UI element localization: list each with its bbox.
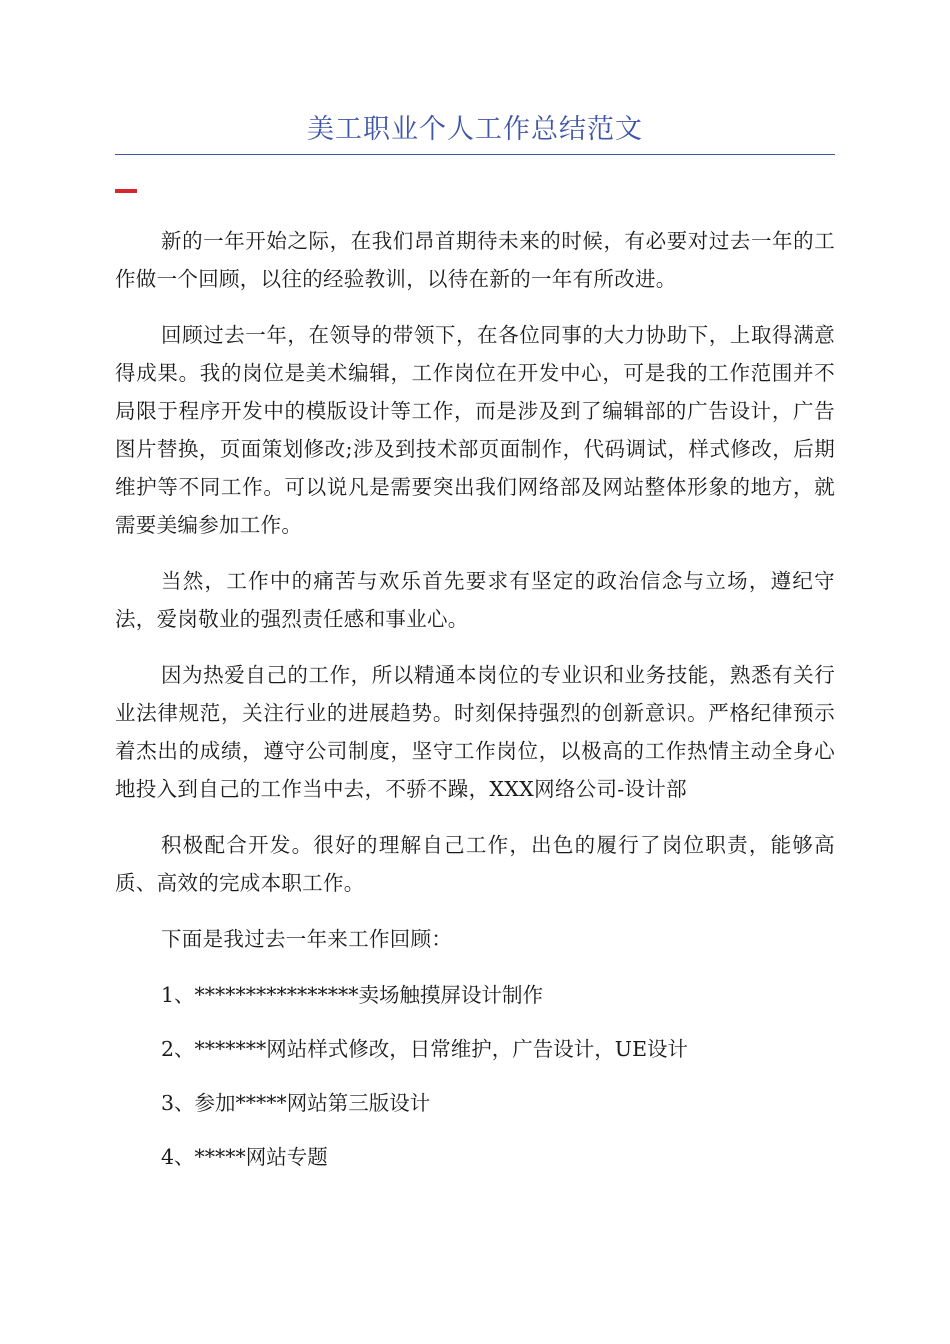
document-body [115, 222, 835, 1192]
paragraph-attitude: 当然，工作中的痛苦与欢乐首先要求有坚定的政治信念与立场，遵纪守法，爱岗敬业的强烈责任感和事业心。 [115, 569, 835, 631]
paragraph-list-intro: 下面是我过去一年来工作回顾： [161, 927, 453, 951]
title-divider [115, 154, 835, 155]
list-item: 4、*****网站专题 [161, 1145, 328, 1169]
list-item: 3、参加*****网站第三版设计 [161, 1091, 431, 1115]
list-item: 2、*******网站样式修改，日常维护，广告设计，UE设计 [161, 1037, 689, 1061]
document-title: 美工职业个人工作总结范文 [307, 114, 643, 145]
paragraph-review: 回顾过去一年，在领导的带领下，在各位同事的大力协助下，上取得满意得成果。我的岗位是美术编辑，工作岗位在开发中心，可是我的工作范围并不局限于程序开发中的模版设计等工作，而是涉及到了编辑部的广告设计，广告图片替换，页面策划修改;涉及到技术部页面制作，代码调试，样式修改，后期维护等不同工作。可以说凡是需要突出我们网络部及网站整体形象的地方，就需要美编参加工作。 [115, 323, 835, 537]
list-item: 1、****************卖场触摸屏设计制作 [161, 983, 544, 1007]
paragraph-cooperation: 积极配合开发。很好的理解自己工作，出色的履行了岗位职责，能够高质、高效的完成本职工作。 [115, 833, 835, 895]
paragraph-skills: 因为热爱自己的工作，所以精通本岗位的专业识和业务技能，熟悉有关行业法律规范，关注行业的进展趋势。时刻保持强烈的创新意识。严格纪律预示着杰出的成绩，遵守公司制度，坚守工作岗位，以极高的工作热情主动全身心地投入到自己的工作当中去，不骄不躁，XXX网络公司-设计部 [115, 663, 835, 801]
paragraph-intro: 新的一年开始之际，在我们昂首期待未来的时候，有必要对过去一年的工作做一个回顾，以往的经验教训，以待在新的一年有所改进。 [115, 229, 835, 291]
red-accent-mark [115, 189, 137, 193]
